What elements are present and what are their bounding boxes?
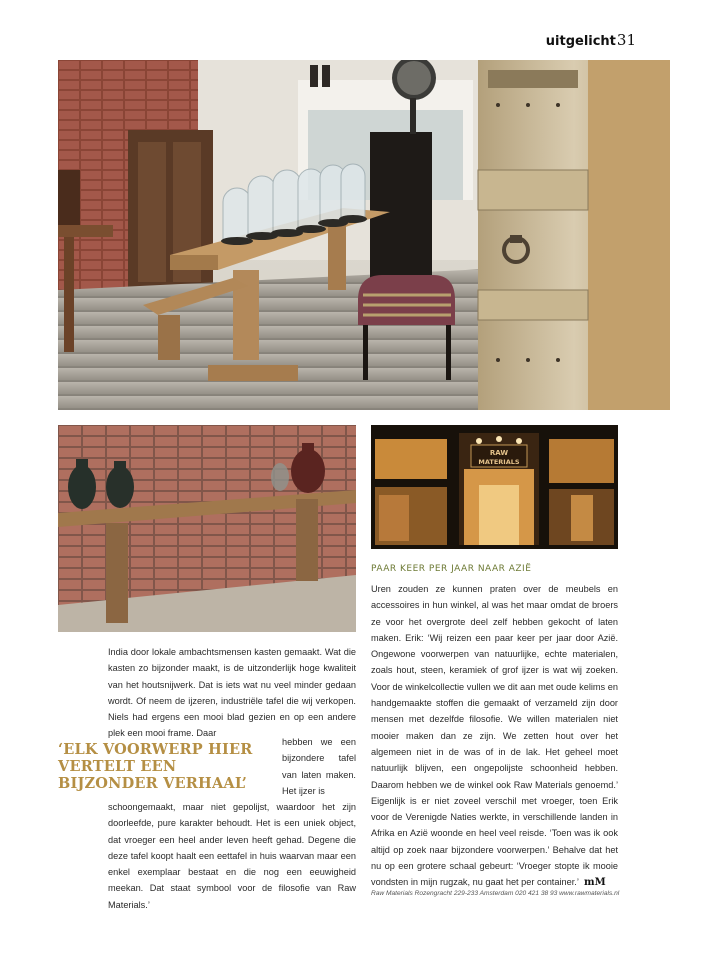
shopfront-photo <box>371 425 618 549</box>
article-left-column-top <box>108 644 356 742</box>
page-header <box>546 31 636 49</box>
pull-quote: ‘ELK VOORWERP HIER VERTELT EEN BIJZONDER VERHAAL’ <box>58 741 253 792</box>
shop-sign-text: RAW <box>489 449 509 457</box>
showroom-photo <box>58 60 670 410</box>
article-paragraph: schoongemaakt, maar niet gepolijst, waardoor het zijn doorleefde, pure karakter behoudt. Het is een uniek object, dat vroeger een heel ander leven heeft gehad. Degene die deze tafel koopt haalt een eettafel in huis waarvan maar een enkel exemplaar bestaat en die nog een eeuwigheid meekan. Dat staat symbool voor de filosofie van Raw Materials.’ <box>108 802 356 910</box>
shop-sign-text: MATERIALS <box>478 458 520 466</box>
article-right-column <box>371 581 618 892</box>
end-mark: mM <box>583 877 606 889</box>
page-number: 31 <box>616 31 636 49</box>
bench-photo <box>58 425 356 632</box>
article-paragraph: hebben we een bijzondere tafel van laten maken. Het ijzer is <box>282 737 356 796</box>
article-left-column-bottom <box>108 799 356 913</box>
address-caption: Raw Materials Rozengracht 229-233 Amsterdam 020 421 38 93 www.rawmaterials.nl <box>371 890 620 897</box>
bench-illustration <box>58 425 356 632</box>
article-paragraph: India door lokale ambachtsmensen kasten gemaakt. Wat die kasten zo bijzonder maakt, is de uitzonderlijk hoge kwaliteit van het houtsnijwerk. Dat is iets wat nu veel minder gedaan wordt. Of neem de ijzeren, industriële tafel die wij verkopen. Niels had ergens een mooi blad gezien en op een andere plek een mooi frame. Daar <box>108 647 356 739</box>
article-paragraph: Uren zouden ze kunnen praten over de meubels en accessoires in hun winkel, al was het maar omdat de broers ze voor het overgrote deel zelf hebben gekocht of laten maken. Erik: ‘Wij reizen een paar keer per jaar door Azië. Ongewone voorwerpen van natuurlijke, echte materialen, zoals hout, steen, keramiek of grof ijzer is wat wij zoeken. Voor de winkelcollectie vullen we dit aan met oude kelims en handgemaakte stoffen die gemaakt of verzameld zijn door mensen met dezelfde filosofie. We willen materialen niet mooier maken dan ze zijn. We zetten hout over het algemeen niet in de was of in de lak. Het geheel moet natuurlijk blijven, een ongepolijste schoonheid hebben. Daarom hebben we de winkel ook Raw Materials genoemd.’ Eigenlijk is er niet zoveel verschil met vroeger, toen Erik voor de Verenigde Naties werkte, in verschillende landen in Afrika en Azië woonde en heel veel reisde. ‘Toen was ik ook altijd op zoek naar bijzondere voorwerpen.’ Behalve dat het nu op een grotere schaal gebeurt: ‘Vroeger stopte ik mooie vondsten in mijn rugzak, nu gaat het per container.’ <box>371 584 618 888</box>
article-left-column-narrow <box>282 734 356 799</box>
shopfront-illustration <box>371 425 618 549</box>
section-title: uitgelicht <box>545 34 616 49</box>
section-subhead: PAAR KEER PER JAAR NAAR AZIË <box>371 564 532 574</box>
showroom-illustration <box>58 60 670 410</box>
